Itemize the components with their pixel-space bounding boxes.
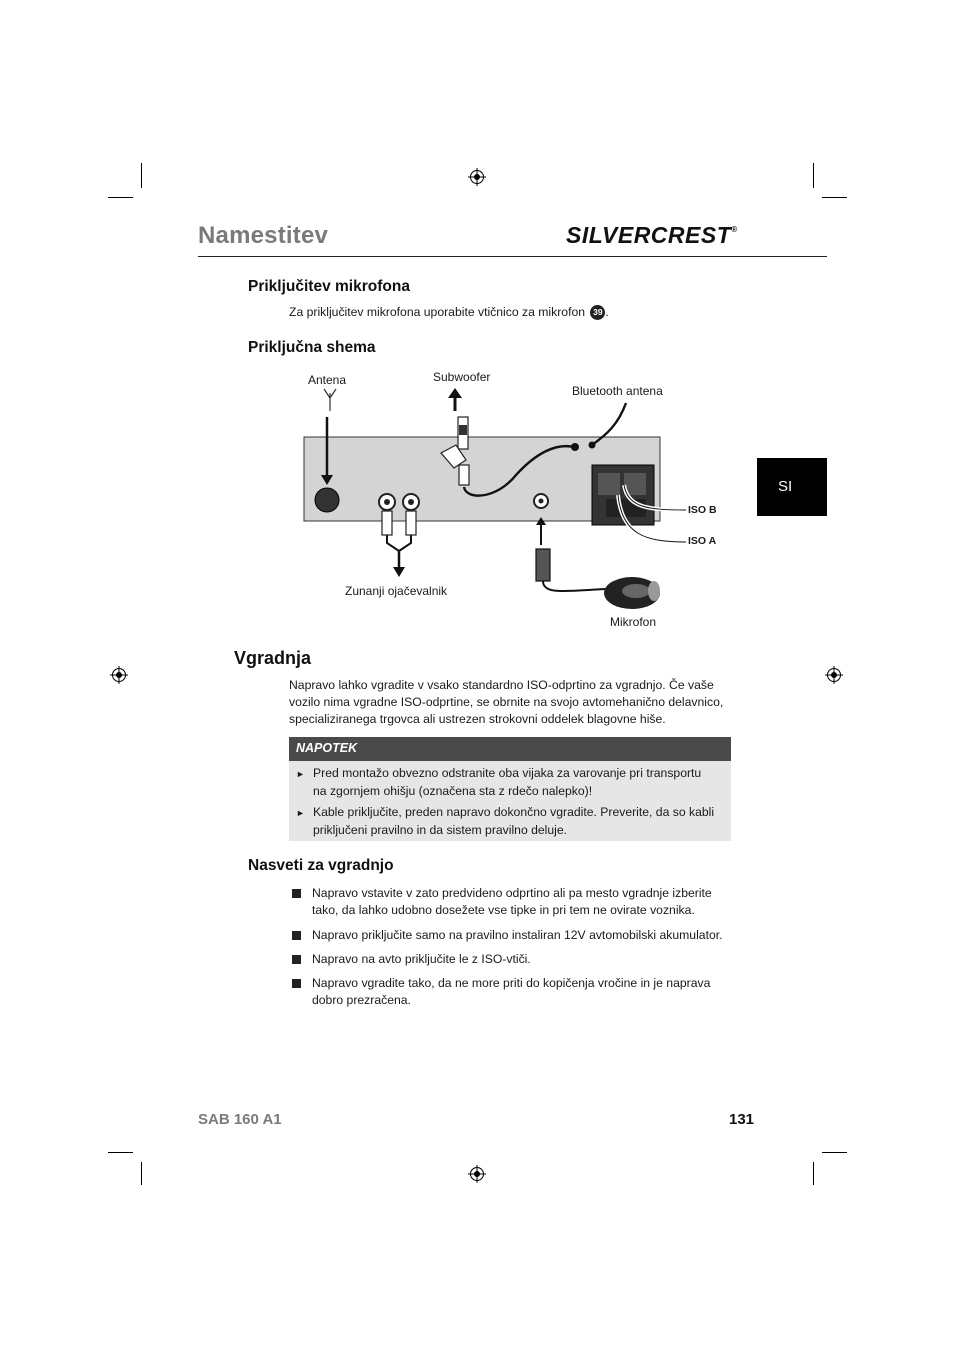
- language-tab-label: SI: [778, 478, 793, 495]
- antenna-icon: [324, 389, 336, 411]
- wiring-diagram: [296, 365, 726, 640]
- label-external-amplifier: Zunanji ojačevalnik: [345, 584, 448, 598]
- section-heading-installation: Vgradnja: [234, 648, 312, 668]
- reference-number-badge: 39: [590, 305, 605, 320]
- crop-mark: [108, 197, 133, 198]
- section-heading-microphone: Priključitev mikrofona: [248, 278, 410, 295]
- square-bullet-icon: [292, 955, 301, 964]
- footer-model: SAB 160 A1: [198, 1111, 282, 1128]
- microphone-text: Za priključitev mikrofona uporabite vtičnico za mikrofon: [289, 305, 586, 319]
- registration-mark-icon: [110, 666, 128, 684]
- list-item: [312, 927, 732, 944]
- page-title: Namestitev: [198, 222, 329, 249]
- subwoofer-arrow-head: [448, 388, 462, 398]
- label-microphone: Mikrofon: [610, 615, 657, 629]
- note-item: [313, 765, 725, 800]
- registration-mark-icon: [825, 666, 843, 684]
- paragraph-line: specializiranega trgovca ali ustrezen strokovni oddelek blagovne hiše.: [289, 712, 666, 726]
- square-bullet-icon: [292, 931, 301, 940]
- header-divider: [198, 256, 827, 257]
- brand-logo-text: SILVERCREST: [566, 222, 732, 248]
- crop-mark: [822, 197, 847, 198]
- crop-mark: [813, 163, 814, 188]
- note-item-line: priključeni pravilno in da sistem pravilno deluje.: [313, 822, 568, 837]
- registration-mark-icon: [468, 168, 486, 186]
- list-item-line: Napravo vstavite v zato predvideno odprtino ali pa mesto vgradnje izberite: [312, 886, 712, 900]
- section-heading-wiring: Priključna shema: [248, 339, 376, 356]
- list-item-line: Napravo priključite samo na pravilno instaliran 12V avtomobilski akumulator.: [312, 928, 723, 942]
- microphone-text-end: .: [605, 305, 609, 319]
- paragraph-line: Napravo lahko vgradite v vsako standardno ISO-odprtino za vgradnjo. Če vaše: [289, 678, 714, 692]
- list-item: [312, 885, 732, 919]
- page-number: 131: [729, 1111, 755, 1128]
- label-subwoofer: Subwoofer: [433, 370, 491, 384]
- list-item-line: Napravo na avto priključite le z ISO-vtiči.: [312, 952, 531, 966]
- square-bullet-icon: [292, 889, 301, 898]
- brand-logo: [566, 222, 738, 249]
- microphone-icon: [604, 577, 660, 609]
- crop-mark: [141, 163, 142, 188]
- trademark-symbol: ®: [731, 225, 738, 235]
- label-bluetooth-antenna: Bluetooth antena: [572, 384, 663, 398]
- square-bullet-icon: [292, 979, 301, 988]
- installation-paragraph: [289, 677, 739, 728]
- crop-mark: [108, 1152, 133, 1153]
- list-item-line: dobro prezračena.: [312, 993, 411, 1007]
- antenna-socket: [315, 488, 339, 512]
- paragraph-line: vozilo nima vgradne ISO-odprtine, se obrnite na svojo avtomehanično delavnico,: [289, 695, 724, 709]
- note-item-line: Kable priključite, preden napravo dokončno vgradite. Preverite, da so kabli: [313, 805, 715, 819]
- arrow-bullet-icon: ►: [296, 808, 305, 818]
- note-item-line: Pred montažo obvezno odstranite oba vijaka za varovanje pri transportu: [313, 766, 702, 780]
- language-tab: [757, 458, 827, 516]
- section-heading-tips: Nasveti za vgradnjo: [248, 857, 394, 874]
- list-item: [312, 975, 732, 1009]
- note-header: [289, 737, 731, 761]
- microphone-paragraph: [289, 304, 609, 321]
- registration-mark-icon: [468, 1165, 486, 1183]
- label-antenna: Antena: [308, 373, 347, 387]
- arrow-bullet-icon: ►: [296, 769, 305, 779]
- crop-mark: [822, 1152, 847, 1153]
- amplifier-arrow-head: [393, 567, 405, 577]
- note-title: NAPOTEK: [296, 741, 358, 755]
- crop-mark: [141, 1162, 142, 1185]
- amplifier-cable: [387, 535, 411, 551]
- list-item: [312, 951, 732, 968]
- note-body: [289, 761, 731, 841]
- note-item: [313, 804, 725, 839]
- list-item-line: tako, da lahko udobno dosežete vse tipke in pri tem ne ovirate voznika.: [312, 903, 695, 917]
- list-item-line: Napravo vgradite tako, da ne more priti do kopičenja vročine in je naprava: [312, 976, 711, 990]
- microphone-plug: [536, 549, 550, 581]
- label-iso-a: ISO A: [688, 535, 717, 547]
- crop-mark: [813, 1162, 814, 1185]
- microphone-cable: [543, 581, 606, 591]
- label-iso-b: ISO B: [688, 504, 717, 516]
- note-item-line: na zgornjem ohišju (označena sta z rdečo nalepko)!: [313, 783, 593, 798]
